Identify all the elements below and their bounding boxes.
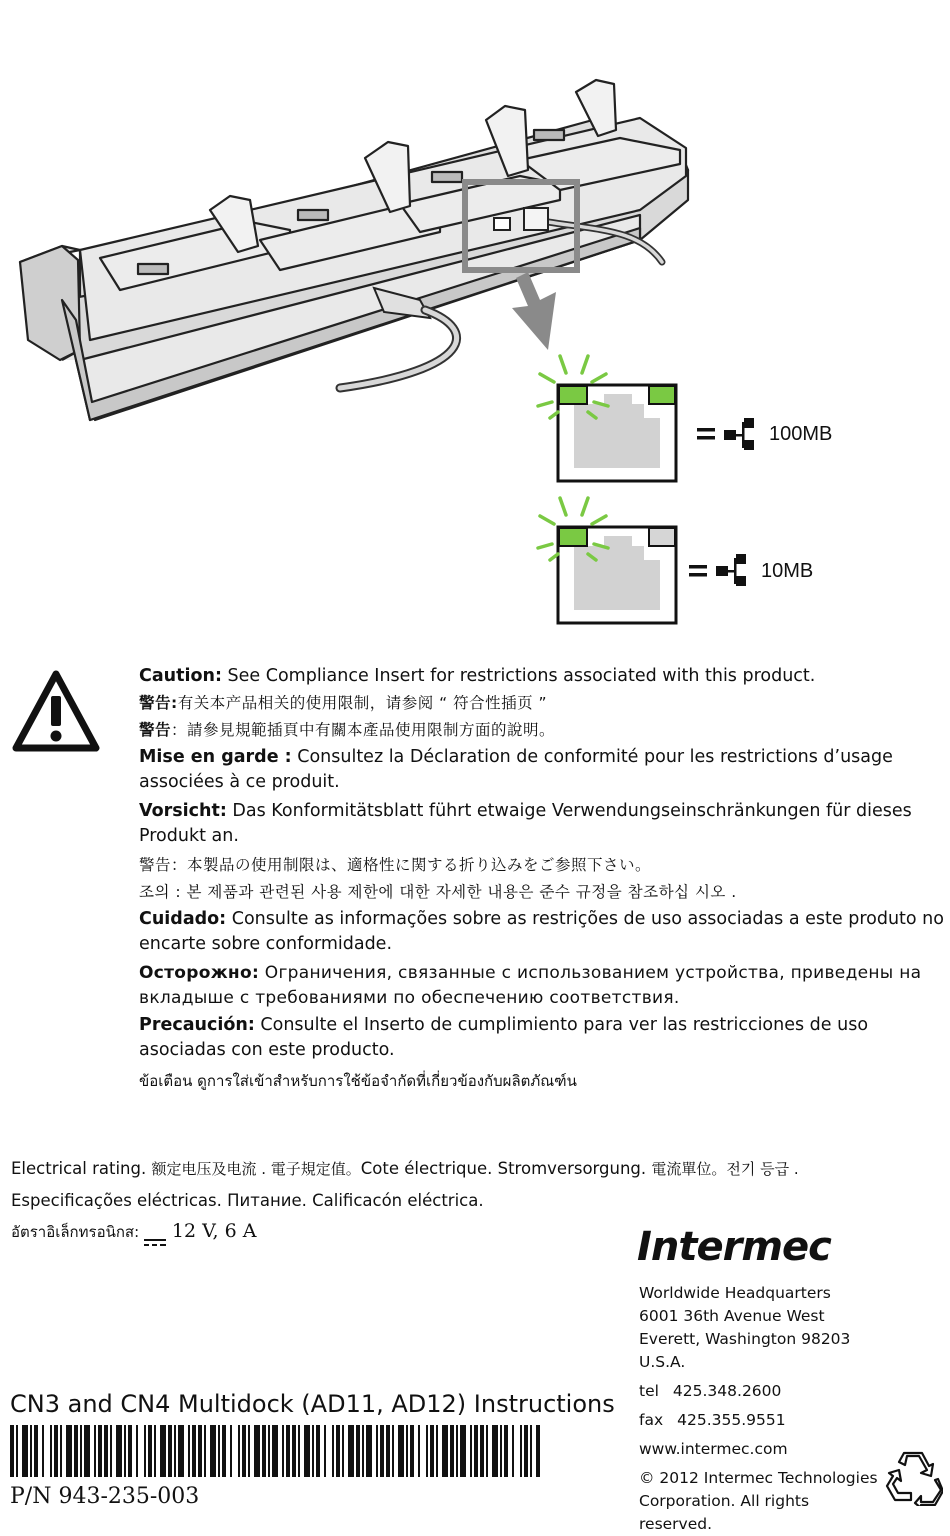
barcode-bar (312, 1425, 314, 1477)
barcode-bar (144, 1425, 146, 1477)
barcode-bar (94, 1425, 96, 1477)
ethernet-port-100mb (538, 356, 676, 481)
hq-tel: tel 425.348.2600 (639, 1382, 782, 1400)
hq-line-4: U.S.A. (639, 1353, 686, 1371)
barcode-bar (536, 1425, 540, 1477)
barcode-bar (210, 1425, 216, 1477)
barcode-bar (188, 1425, 190, 1477)
barcode-bar (128, 1425, 132, 1477)
barcode-bar (148, 1425, 152, 1477)
barcode-bar (204, 1425, 206, 1477)
copyright-line-2: Corporation. All rights reserved. (639, 1492, 810, 1533)
barcode-bar (60, 1425, 62, 1477)
barcode-bar (530, 1425, 532, 1477)
barcode-bar (480, 1425, 484, 1477)
barcode-bar (230, 1425, 232, 1477)
barcode-bar (456, 1425, 458, 1477)
barcode-bar (272, 1425, 278, 1477)
barcode-bar (34, 1425, 38, 1477)
barcode-bar (348, 1425, 354, 1477)
caution-notices (139, 664, 944, 1096)
caution-spanish: Precaución: Consulte el Inserto de cumplimiento para ver las restricciones de uso asociadas con este producto. (139, 1015, 869, 1060)
barcode-bar (222, 1425, 226, 1477)
caution-thai: ข้อเตือน ดูการใส่เข้าสำหรับการใช้ข้อจำกัดที่เกี่ยวข้องกับผลิตภัณฑ์น (139, 1072, 577, 1090)
barcode-bar (174, 1425, 176, 1477)
ethernet-port-10mb (538, 498, 676, 623)
hq-line-2: 6001 36th Avenue West (639, 1307, 825, 1325)
barcode-bar (110, 1425, 112, 1477)
caution-korean: 조의 : 본 제품과 관련된 사용 제한에 대한 자세한 내용은 준수 규정을 참조하십 시오 . (139, 883, 737, 901)
copyright-line-1: © 2012 Intermec Technologies (639, 1469, 878, 1487)
caution-portuguese: Cuidado: Consulte as informações sobre as restrições de uso associadas a este produto no encarte sobre conformidade. (139, 909, 944, 954)
barcode-bar (116, 1425, 122, 1477)
caution-french: Mise en garde : Consultez la Déclaration de conformité pour les restrictions d’usage associées à ce produit. (139, 747, 893, 792)
barcode-bar (304, 1425, 310, 1477)
intermec-logo (637, 1216, 849, 1268)
barcode-bar (54, 1425, 58, 1477)
barcode-bar (136, 1425, 138, 1477)
dc-symbol-icon (144, 1228, 166, 1238)
caution-japanese: 警告：本製品の使用制限は、適格性に関する折り込みをご参照下さい。 (139, 856, 652, 874)
barcode-bar (74, 1425, 78, 1477)
barcode-bar (168, 1425, 172, 1477)
barcode-bar (160, 1425, 166, 1477)
barcode-bar (442, 1425, 448, 1477)
barcode-bar (398, 1425, 404, 1477)
barcode-bar (356, 1425, 360, 1477)
barcode-bar (268, 1425, 270, 1477)
multidock-drawing (20, 80, 688, 420)
barcode-bar (376, 1425, 378, 1477)
network-icon-100 (724, 418, 754, 450)
electrical-line-3: อัตราอิเล็กทรอนิกส: 12 V, 6 A (11, 1216, 941, 1248)
barcode-bar (248, 1425, 250, 1477)
barcode-bar (386, 1425, 390, 1477)
barcode-bar (218, 1425, 220, 1477)
speed-label-100mb: 100MB (769, 423, 833, 445)
warning-triangle-icon (12, 668, 100, 754)
caution-english: Caution: See Compliance Insert for restrictions associated with this product. (139, 666, 816, 686)
barcode-bar (474, 1425, 478, 1477)
barcode-bar (520, 1425, 522, 1477)
headquarters-address (639, 1282, 879, 1536)
barcode-bar (486, 1425, 488, 1477)
barcode-bar (104, 1425, 108, 1477)
barcode-bar (504, 1425, 508, 1477)
barcode-bar (238, 1425, 240, 1477)
caution-chinese-simplified: 警告:有关本产品相关的使用限制，请参阅 “ 符合性插页 ” (139, 694, 548, 712)
barcode-bar (410, 1425, 414, 1477)
barcode-bar (16, 1425, 18, 1477)
barcode-bar (450, 1425, 454, 1477)
hq-line-1: Worldwide Headquarters (639, 1284, 831, 1302)
barcode-bar (418, 1425, 420, 1477)
barcode-bar (524, 1425, 528, 1477)
caution-german: Vorsicht: Das Konformitätsblatt führt etwaige Verwendungseinschränkungen für dieses Produkt an. (139, 801, 912, 846)
barcode-bar (154, 1425, 156, 1477)
barcode-bar (192, 1425, 196, 1477)
barcode-bar (500, 1425, 502, 1477)
barcode-bar (50, 1425, 52, 1477)
barcode-bar (292, 1425, 296, 1477)
barcode-bar (460, 1425, 466, 1477)
electrical-line-2: Especificações eléctricas. Питание. Calificacón eléctrica. (11, 1191, 484, 1210)
document-title: CN3 and CN4 Multidock (AD11, AD12) Instructions (10, 1390, 615, 1418)
barcode-bar (380, 1425, 384, 1477)
barcode-bar (286, 1425, 290, 1477)
barcode-bar (362, 1425, 364, 1477)
barcode-bar (512, 1425, 514, 1477)
barcode-bar (80, 1425, 82, 1477)
barcode-bar (332, 1425, 334, 1477)
barcode-bar (22, 1425, 28, 1477)
multidock-illustration (0, 0, 950, 640)
hq-line-3: Everett, Washington 98203 (639, 1330, 851, 1348)
barcode-bar (178, 1425, 184, 1477)
barcode-bar (492, 1425, 498, 1477)
barcode-bar (436, 1425, 438, 1477)
zoom-arrow (512, 272, 556, 350)
barcode (10, 1425, 540, 1477)
svg-text:Intermec: Intermec (637, 1224, 831, 1268)
barcode-bar (42, 1425, 44, 1477)
network-icon-10 (716, 554, 746, 586)
barcode-bar (298, 1425, 300, 1477)
barcode-bar (66, 1425, 72, 1477)
barcode-bar (10, 1425, 14, 1477)
barcode-bar (336, 1425, 340, 1477)
caution-chinese-traditional: 警告：請參見規範插頁中有關本產品使用限制方面的說明。 (139, 721, 556, 739)
barcode-bar (198, 1425, 202, 1477)
barcode-bar (426, 1425, 428, 1477)
barcode-bar (342, 1425, 344, 1477)
caution-russian: Осторожно: Ограничения, связанные с использованием устройства, приведены на вкладыше с требованиями по обеспечению соответствия. (139, 963, 922, 1008)
barcode-bar (366, 1425, 372, 1477)
barcode-bar (324, 1425, 326, 1477)
barcode-bar (430, 1425, 434, 1477)
hq-fax: fax 425.355.9551 (639, 1411, 786, 1429)
equals-sign-10 (689, 565, 707, 577)
barcode-bar (254, 1425, 260, 1477)
barcode-bar (242, 1425, 246, 1477)
electrical-line-1: Electrical rating. 额定电压及电流 . 電子規定值。Cote électrique. Stromversorgung. 電流單位。전기 등급 . (11, 1159, 799, 1178)
barcode-bar (98, 1425, 102, 1477)
barcode-bar (84, 1425, 90, 1477)
barcode-bar (392, 1425, 394, 1477)
recycle-icon (885, 1450, 943, 1506)
barcode-bar (30, 1425, 32, 1477)
barcode-bar (124, 1425, 126, 1477)
barcode-bar (470, 1425, 472, 1477)
barcode-bar (282, 1425, 284, 1477)
speed-label-10mb: 10MB (761, 560, 814, 582)
barcode-bar (316, 1425, 320, 1477)
part-number: P/N 943-235-003 (10, 1484, 200, 1509)
barcode-bar (406, 1425, 408, 1477)
equals-sign-100 (697, 428, 715, 440)
barcode-bar (262, 1425, 266, 1477)
hq-website: www.intermec.com (639, 1440, 788, 1458)
